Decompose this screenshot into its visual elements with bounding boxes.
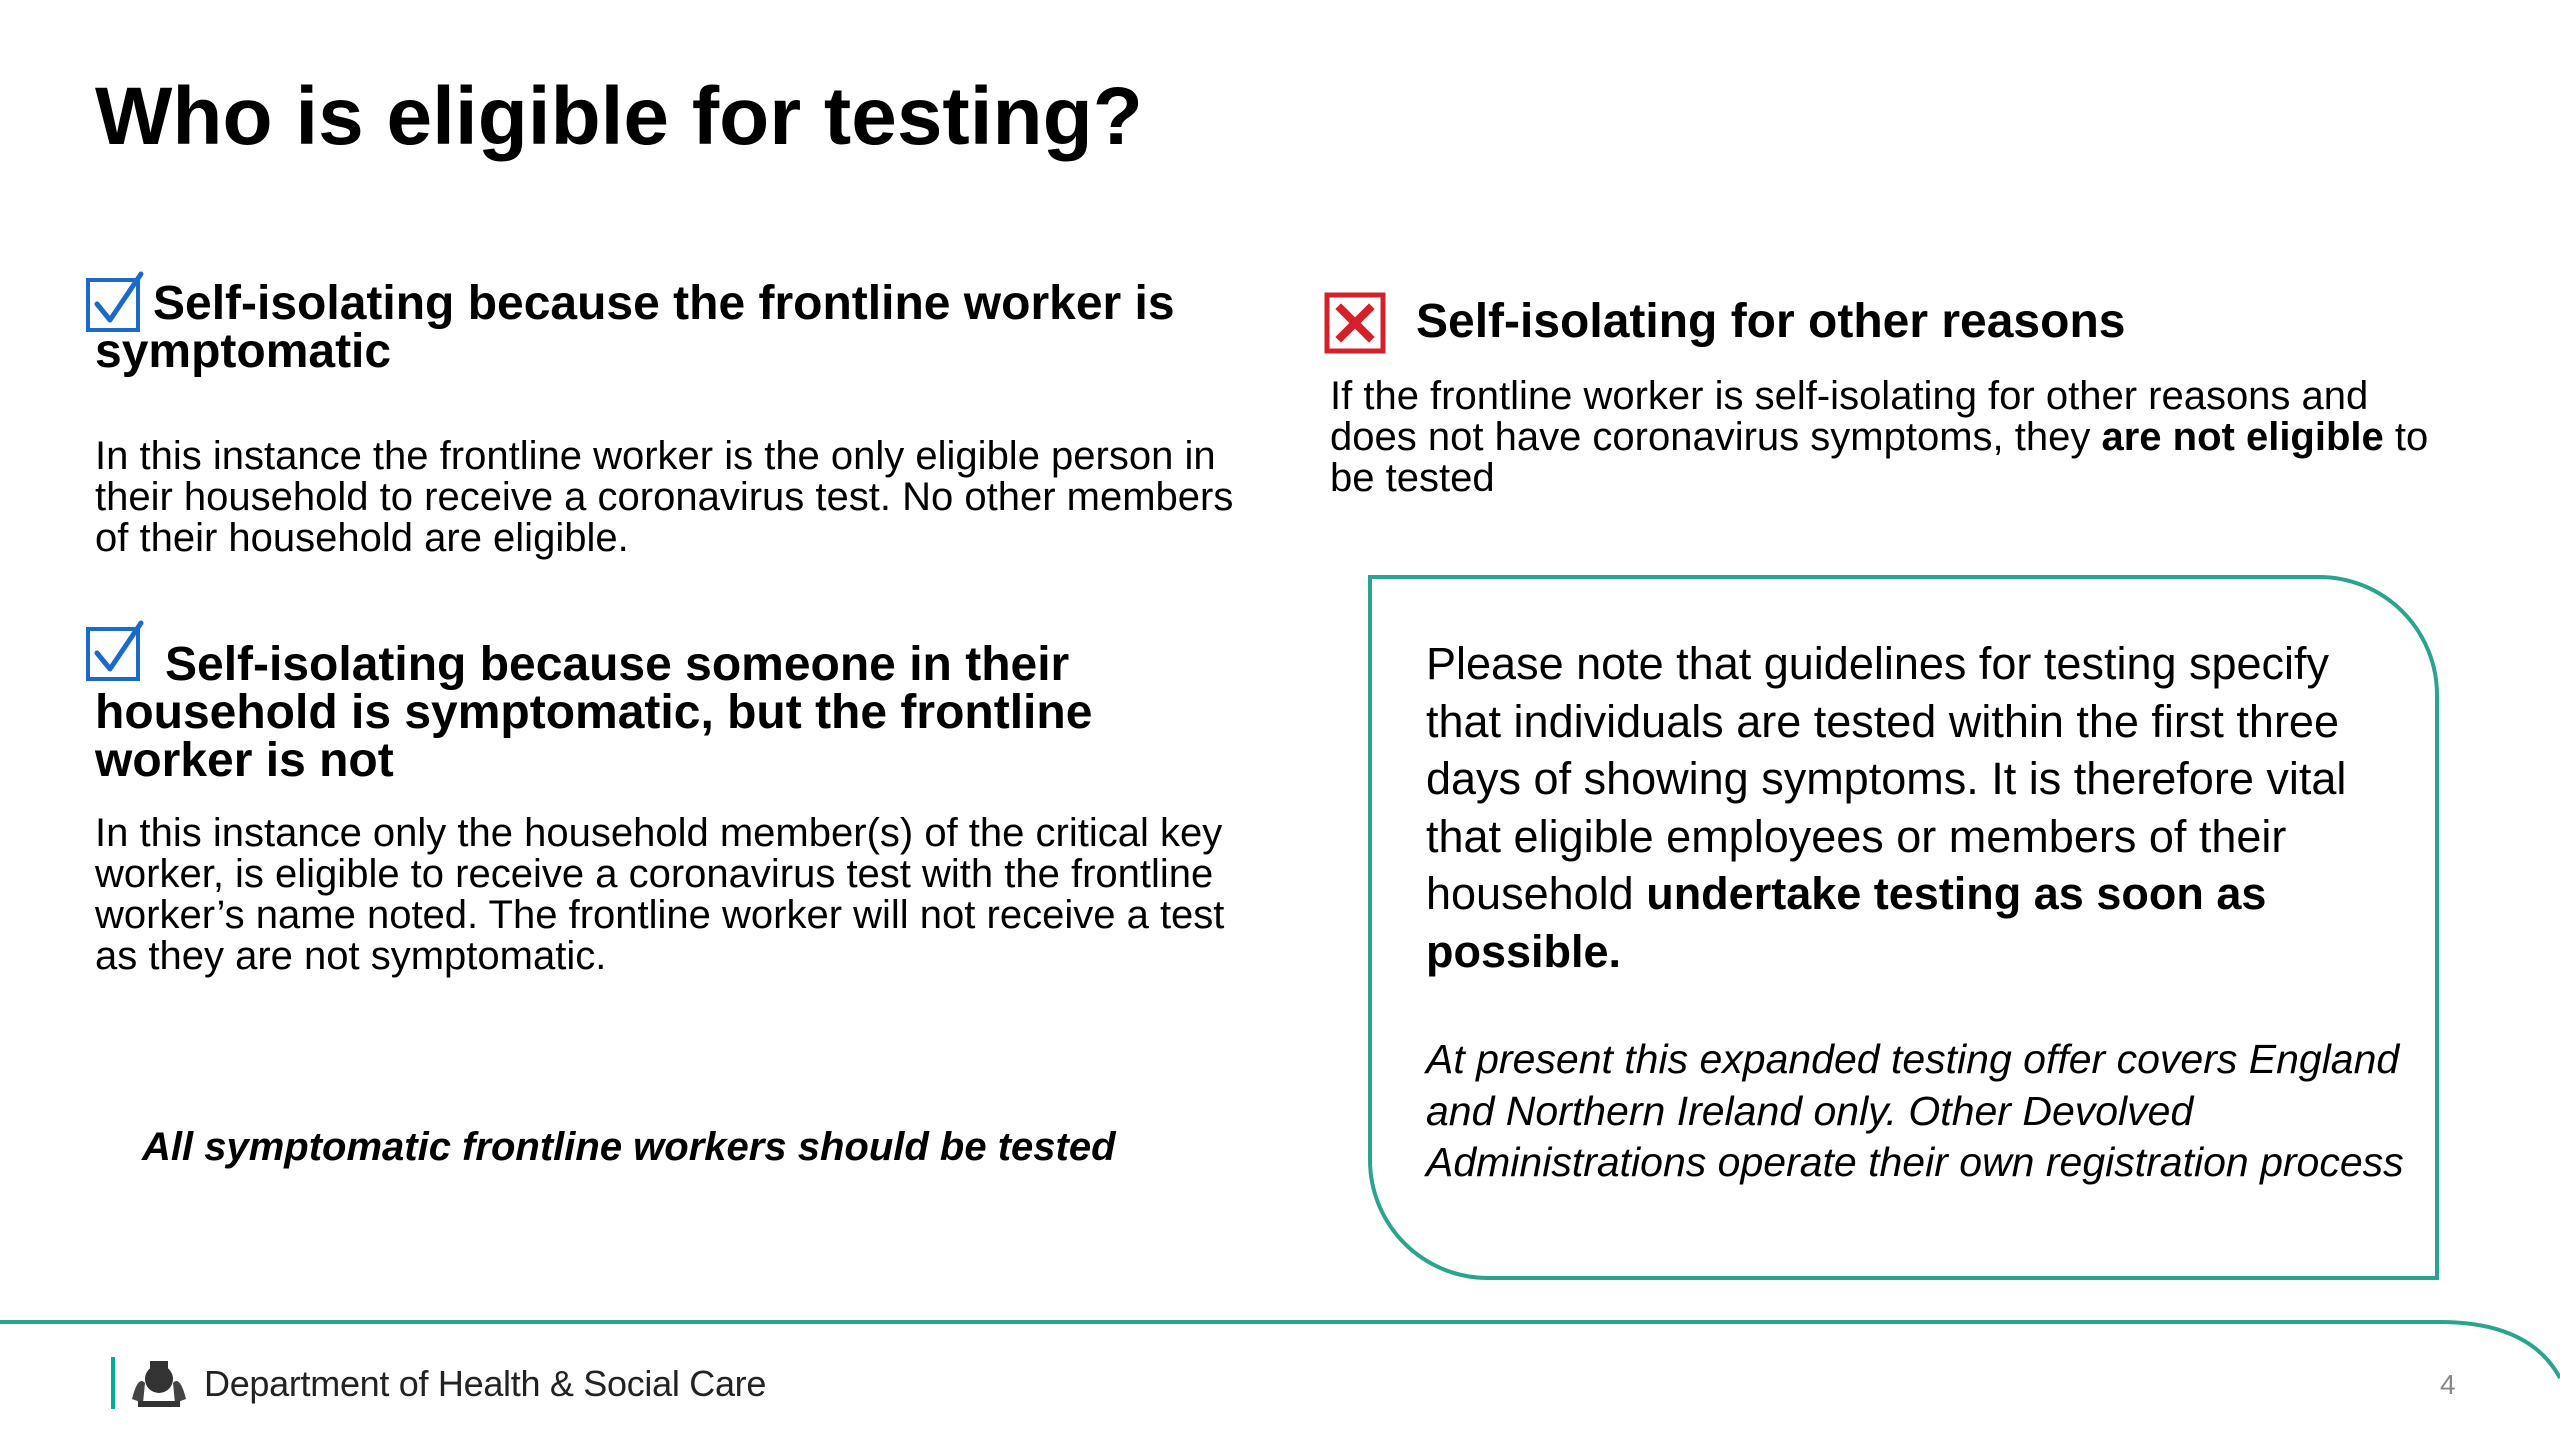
slide-title: Who is eligible for testing? bbox=[95, 71, 1143, 162]
other-reasons-heading bbox=[1330, 290, 2460, 346]
other-reasons-body bbox=[1330, 376, 2460, 499]
checked-box-icon bbox=[83, 619, 147, 683]
left-column bbox=[95, 277, 1235, 978]
section2-heading-text: Self-isolating because someone in their household is symptomatic, but the frontline worker is not bbox=[95, 638, 1093, 787]
section2-heading bbox=[95, 638, 1235, 787]
cross-box-icon bbox=[1324, 292, 1386, 354]
other-reasons-body-start: If the frontline worker is self-isolating for other reasons and does not have coronavirus symptoms, they bbox=[1330, 374, 2369, 459]
section1-body: In this instance the frontline worker is the only eligible person in their household to receive a coronavirus test. No other members of their household are eligible. bbox=[95, 434, 1234, 560]
other-reasons-heading-text: Self-isolating for other reasons bbox=[1416, 295, 2126, 348]
section1-heading bbox=[95, 277, 1235, 378]
other-reasons-body-end: to be tested bbox=[1330, 415, 2429, 500]
callout-main-text bbox=[1426, 635, 2416, 980]
testing-guidelines-callout bbox=[1368, 575, 2439, 1280]
right-column bbox=[1330, 290, 2460, 499]
callout-coverage-note: At present this expanded testing offer covers England and Northern Ireland only. Other Devolved Administrations operate their own registration process bbox=[1426, 1036, 2404, 1185]
section1-heading-text: Self-isolating because the frontline worker is symptomatic bbox=[95, 277, 1175, 378]
department-name: Department of Health & Social Care bbox=[204, 1363, 767, 1404]
royal-crest-icon bbox=[128, 1355, 190, 1411]
footer-accent-bar bbox=[111, 1357, 115, 1409]
callout-main-emphasis: undertake testing as soon as possible. bbox=[1426, 868, 2267, 977]
not-eligible-emphasis: are not eligible bbox=[2101, 415, 2384, 459]
section2-body: In this instance only the household member(s) of the critical key worker, is eligible to receive a coronavirus test with the frontline worker’s name noted. The frontline worker will not receive a test as they are not symptomatic. bbox=[95, 811, 1225, 978]
callout-main-start: Please note that guidelines for testing specify that individuals are tested within the first three days of showing symptoms. It is therefore vital that eligible employees or members of their household bbox=[1426, 638, 2347, 919]
checked-box-icon bbox=[83, 270, 147, 334]
symptomatic-note: All symptomatic frontline workers should be tested bbox=[142, 1125, 1116, 1169]
page-number: 4 bbox=[2440, 1369, 2456, 1400]
